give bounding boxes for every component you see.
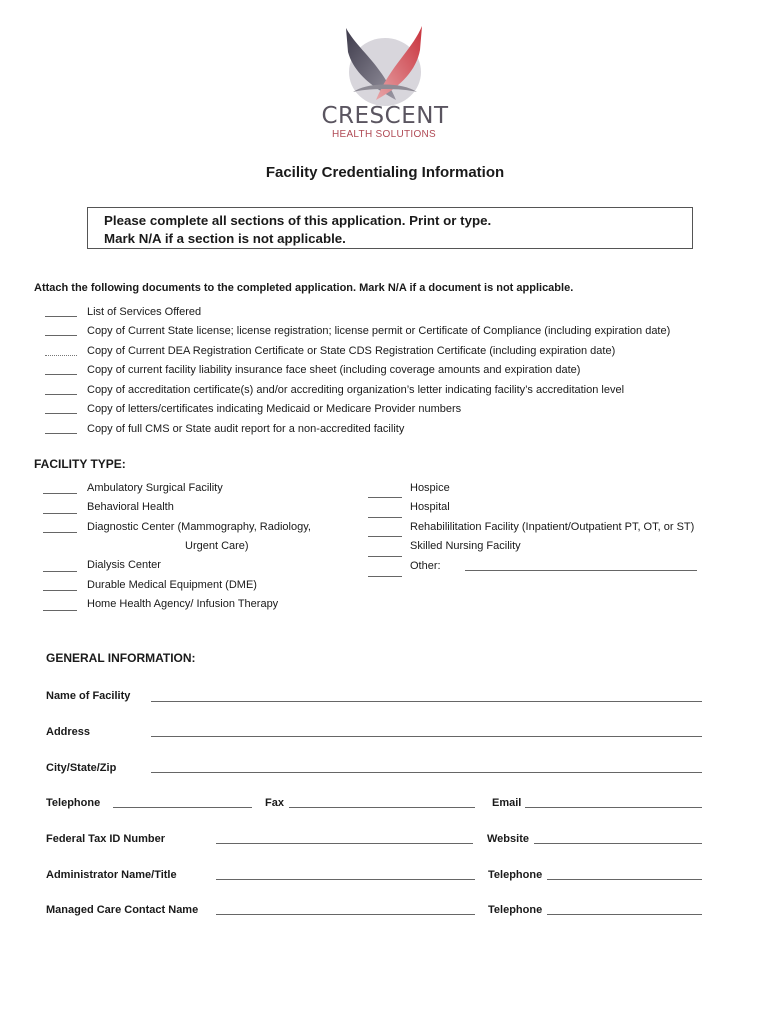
website-field[interactable] xyxy=(534,843,702,844)
document-item: List of Services Offered xyxy=(87,306,202,318)
facility-option: Behavioral Health xyxy=(87,501,174,513)
document-checkbox-line[interactable] xyxy=(45,335,77,336)
instruction-line: Mark N/A if a section is not applicable. xyxy=(104,231,346,246)
managed-care-label: Managed Care Contact Name xyxy=(46,904,199,916)
document-item: Copy of letters/certificates indicating Medicaid or Medicare Provider numbers xyxy=(87,403,462,415)
facility-type-heading: FACILITY TYPE: xyxy=(34,457,126,471)
telephone-label: Telephone xyxy=(46,797,101,809)
facility-checkbox-line[interactable] xyxy=(368,517,402,518)
facility-option: Diagnostic Center (Mammography, Radiology, xyxy=(87,521,311,533)
administrator-field[interactable] xyxy=(216,879,475,880)
document-checkbox-line[interactable] xyxy=(45,355,77,356)
email-label: Email xyxy=(492,797,522,809)
admin-telephone-label: Telephone xyxy=(488,869,543,881)
facility-checkbox-line[interactable] xyxy=(43,532,77,533)
city-state-zip-label: City/State/Zip xyxy=(46,762,117,774)
document-item: Copy of full CMS or State audit report for a non-accredited facility xyxy=(87,423,405,435)
admin-telephone-field[interactable] xyxy=(547,879,702,880)
fax-field[interactable] xyxy=(289,807,475,808)
facility-checkbox-line[interactable] xyxy=(368,576,402,577)
logo-subtitle: HEALTH SOLUTIONS xyxy=(331,129,437,140)
document-checkbox-line[interactable] xyxy=(45,413,77,414)
facility-checkbox-line[interactable] xyxy=(43,610,77,611)
federal-tax-id-field[interactable] xyxy=(216,843,473,844)
other-facility-field[interactable] xyxy=(465,570,697,571)
federal-tax-id-label: Federal Tax ID Number xyxy=(46,833,165,845)
facility-checkbox-line[interactable] xyxy=(43,590,77,591)
facility-option-continued: Urgent Care) xyxy=(185,540,249,552)
instruction-line: Please complete all sections of this application. Print or type. xyxy=(104,213,492,228)
city-state-zip-field[interactable] xyxy=(151,772,702,773)
facility-checkbox-line[interactable] xyxy=(43,513,77,514)
facility-option: Hospice xyxy=(410,482,450,494)
document-item: Copy of Current State license; license registration; license permit or Certificate of Compliance (including expiration date) xyxy=(87,325,671,337)
address-field[interactable] xyxy=(151,736,702,737)
facility-option: Rehabililitation Facility (Inpatient/Outpatient PT, OT, or ST) xyxy=(410,521,695,533)
managed-care-field[interactable] xyxy=(216,914,475,915)
facility-option: Other: xyxy=(410,560,441,572)
documents-intro: Attach the following documents to the completed application. Mark N/A if a document is not applicable. xyxy=(34,282,574,294)
facility-checkbox-line[interactable] xyxy=(368,536,402,537)
document-checkbox-line[interactable] xyxy=(45,316,77,317)
instructions-box xyxy=(87,207,693,249)
email-field[interactable] xyxy=(525,807,702,808)
mc-telephone-field[interactable] xyxy=(547,914,702,915)
facility-option: Dialysis Center xyxy=(87,559,161,571)
page-title: Facility Credentialing Information xyxy=(265,164,505,181)
administrator-label: Administrator Name/Title xyxy=(46,869,177,881)
document-checkbox-line[interactable] xyxy=(45,433,77,434)
facility-option: Hospital xyxy=(410,501,450,513)
logo-wordmark: CRESCENT xyxy=(321,103,449,129)
general-info-heading: GENERAL INFORMATION: xyxy=(46,651,196,665)
facility-name-field[interactable] xyxy=(151,701,702,702)
facility-checkbox-line[interactable] xyxy=(43,493,77,494)
facility-name-label: Name of Facility xyxy=(46,690,131,702)
facility-checkbox-line[interactable] xyxy=(368,556,402,557)
document-item: Copy of Current DEA Registration Certificate or State CDS Registration Certificate (including expiration date) xyxy=(87,345,616,357)
facility-checkbox-line[interactable] xyxy=(43,571,77,572)
facility-option: Durable Medical Equipment (DME) xyxy=(87,579,257,591)
document-checkbox-line[interactable] xyxy=(45,394,77,395)
facility-option: Skilled Nursing Facility xyxy=(410,540,521,552)
address-label: Address xyxy=(46,726,91,738)
website-label: Website xyxy=(487,833,529,845)
mc-telephone-label: Telephone xyxy=(488,904,543,916)
document-item: Copy of accreditation certificate(s) and/or accrediting organization’s letter indicating facility’s accreditation level xyxy=(87,384,625,396)
telephone-field[interactable] xyxy=(113,807,252,808)
facility-option: Ambulatory Surgical Facility xyxy=(87,482,223,494)
facility-option: Home Health Agency/ Infusion Therapy xyxy=(87,598,279,610)
document-checkbox-line[interactable] xyxy=(45,374,77,375)
fax-label: Fax xyxy=(265,797,284,809)
facility-checkbox-line[interactable] xyxy=(368,497,402,498)
document-item: Copy of current facility liability insurance face sheet (including coverage amounts and expiration date) xyxy=(87,364,581,376)
